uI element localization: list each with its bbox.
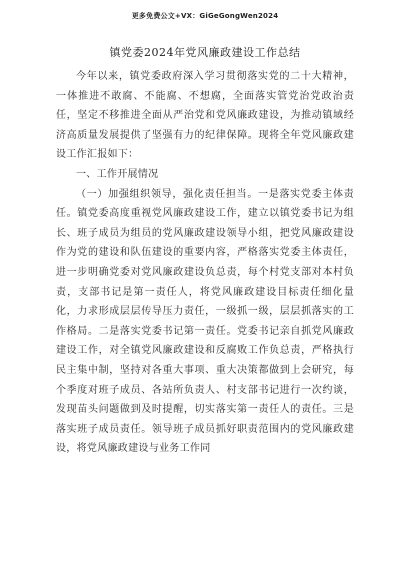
document-body <box>56 67 354 459</box>
intro-paragraph: 今年以来，镇党委政府深入学习贯彻落实党的二十大精神，一体推进不敢腐、不能腐、不想腐，全面落实管党治党政治责任，坚定不移推进全面从严治党和党风廉政建设，为推动镇域经济高质量发展提供了坚强有力的纪律保障。现将全年党风廉政建设工作汇报如下： <box>56 71 354 161</box>
header-note: 更多免费公文+VX：GiGeGongWen2024 <box>131 12 279 20</box>
body-paragraph: （一）加强组织领导，强化责任担当。一是落实党委主体责任。镇党委高度重视党风廉政建设工作，建立以镇党委书记为组长、班子成员为组员的党风廉政建设领导小组，把党风廉政建设作为党的建设和队伍建设的重要内容，严格落实党委主体责任，进一步明确党委对党风廉政建设负总责，每个村党支部对本村负责，支部书记是第一责任人，将党风廉政建设目标责任细化量化，力求形成层层传导压力责任，一级抓一级，层层抓落实的工作格局。二是落实党委书记第一责任。党委书记亲自抓党风廉政建设工作，对全镇党风廉政建设和反腐败工作负总责，严格执行民主集中制，坚持对各重大事项、重大决策都做到上会研究，每个季度对班子成员、各站所负责人、村支部书记进行一次约谈，发现苗头问题做到及时提醒，切实落实第一责任人的责任。三是落实班子成员责任。领导班子成员抓好职责范围内的党风廉政建设，将党风廉政建设与业务工作同 <box>56 188 354 455</box>
page-title: 镇党委2024年党风廉政建设工作总结 <box>109 46 301 59</box>
section-heading: 一、工作开展情况 <box>76 168 159 180</box>
